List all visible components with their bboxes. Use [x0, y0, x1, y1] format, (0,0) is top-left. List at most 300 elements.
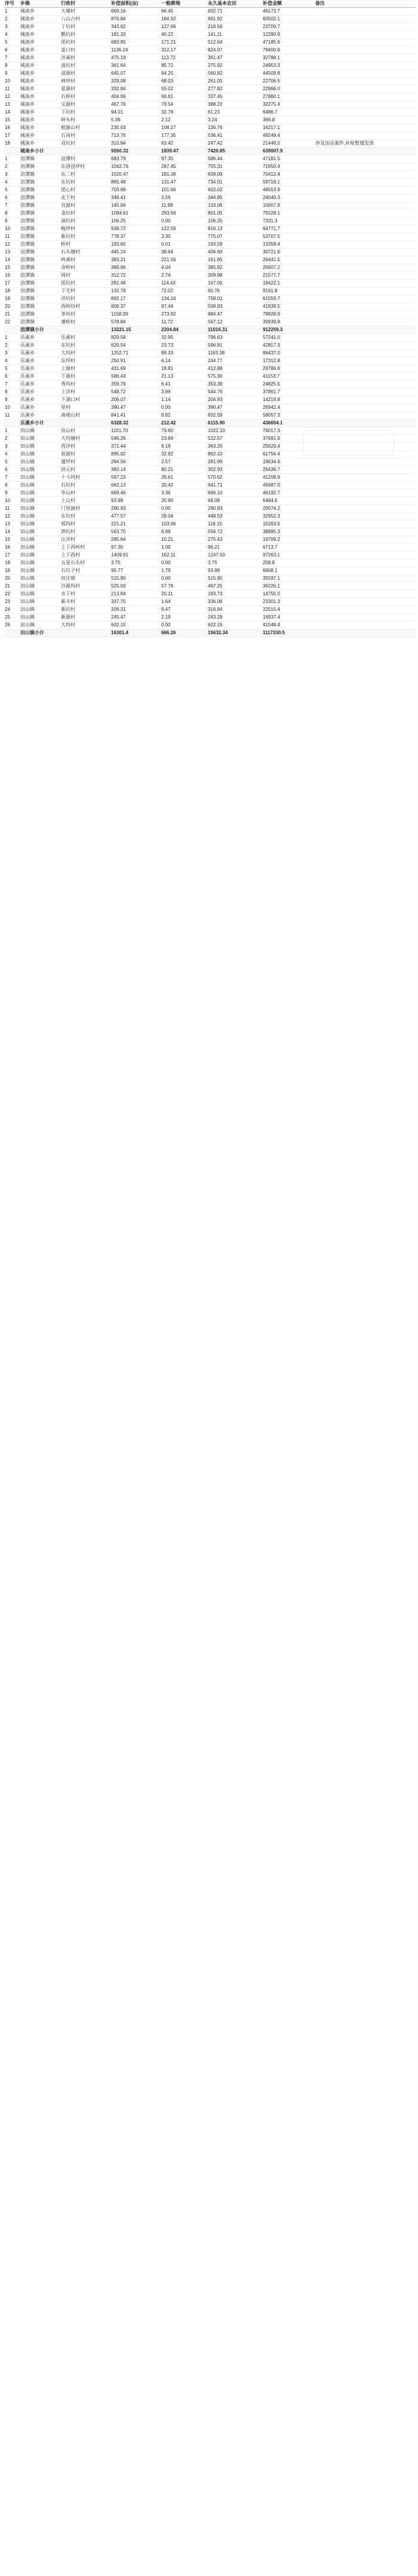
table-cell: 6.41 [160, 381, 207, 388]
table-cell: 9 [4, 70, 19, 78]
table-cell [314, 264, 416, 272]
table-row [4, 404, 416, 412]
table-cell: 渲潭镇 [19, 179, 60, 186]
table-cell: 21448.0 [262, 140, 314, 148]
table-cell: 20.11 [160, 591, 207, 598]
table-cell: 东坪村 [60, 357, 110, 365]
table-cell: 沙源坞村 [60, 583, 110, 591]
table-cell: 2 [4, 435, 19, 443]
table-cell: 3.75 [110, 559, 160, 567]
table-cell: 23 [4, 598, 19, 606]
table-cell: 田山镇 [19, 583, 60, 591]
table-cell: 16 [4, 544, 19, 552]
table-cell [314, 536, 416, 544]
table-cell: 1252.71 [110, 350, 160, 357]
table-cell [314, 249, 416, 256]
table-cell: 6 [4, 194, 19, 202]
table-cell: 332.84 [110, 85, 160, 93]
table-cell [314, 78, 416, 85]
table-cell [314, 39, 416, 47]
table-cell: 2.74 [160, 272, 207, 280]
table-cell [314, 16, 416, 23]
table-cell [314, 155, 416, 163]
table-cell: 85.72 [160, 62, 207, 70]
table-cell: 10 [4, 497, 19, 505]
table-cell: 371.44 [110, 443, 160, 451]
table-cell: 832.59 [207, 412, 262, 420]
table-cell: 23.69 [160, 435, 207, 443]
table-cell: 乐溪乡 [19, 342, 60, 350]
table-cell [314, 148, 416, 155]
table-cell: 2204.84 [160, 326, 207, 334]
table-cell: 8.18 [160, 443, 207, 451]
table-cell [314, 210, 416, 218]
column-header: 乡镇 [19, 0, 60, 8]
table-row [4, 109, 416, 117]
table-cell: 2 [4, 16, 19, 23]
table-cell: 862.10 [207, 451, 262, 458]
table-cell: 383.14 [110, 466, 160, 474]
table-cell: 东坑村 [60, 342, 110, 350]
table-cell: 渲潭镇 [19, 241, 60, 249]
table-cell: 田山镇 [19, 489, 60, 497]
table-row [4, 521, 416, 528]
table-row [4, 334, 416, 342]
table-cell: 467.76 [110, 101, 160, 109]
table-cell: 东坑村 [60, 513, 110, 521]
table-row [4, 264, 416, 272]
table-cell [314, 54, 416, 62]
table-cell: 4 [4, 31, 19, 39]
table-cell: 184.92 [160, 16, 207, 23]
table-cell: 17 [4, 552, 19, 559]
table-cell: 10007.8 [262, 202, 314, 210]
table-cell: 21577.7 [262, 272, 314, 280]
table-cell: 团坑村 [60, 280, 110, 287]
table-cell: 96.21 [207, 544, 262, 552]
table-cell [314, 373, 416, 381]
table-cell: 64771.7 [262, 225, 314, 233]
table-cell: 80.21 [160, 466, 207, 474]
table-cell: 876.84 [110, 16, 160, 23]
table-cell: 277.82 [207, 85, 262, 93]
table-cell: 40.22 [160, 31, 207, 39]
table-cell: 235.03 [110, 124, 160, 132]
table-row [4, 622, 416, 629]
table-cell: 清坑村 [60, 62, 110, 70]
table-cell: 9 [4, 218, 19, 225]
table-cell: 1 [4, 155, 19, 163]
table-cell: 茶坞村 [60, 311, 110, 319]
table-cell: 312.17 [160, 47, 207, 54]
table-cell: 田山镇 [19, 451, 60, 458]
table-header [4, 0, 416, 8]
table-cell: 45687.0 [262, 482, 314, 489]
table-cell: 11 [4, 412, 19, 420]
table-cell: 22966.0 [262, 85, 314, 93]
table-cell: 11.72 [160, 319, 207, 326]
table-cell: 22706.5 [262, 78, 314, 85]
table-cell: 467.25 [207, 583, 262, 591]
table-cell: 乐溪乡 [19, 365, 60, 373]
table-row [4, 295, 416, 303]
table-cell: 57241.0 [262, 334, 314, 342]
table-cell: 渲潭镇 [19, 225, 60, 233]
table-cell [314, 567, 416, 575]
table-cell: 548.72 [110, 388, 160, 396]
column-header: 备注 [314, 0, 416, 8]
table-cell: 13 [4, 101, 19, 109]
table-cell: 912259.3 [262, 326, 314, 334]
table-cell: 4 [4, 179, 19, 186]
table-cell: 6608.1 [262, 567, 314, 575]
table-cell: 渲潭镇 [19, 280, 60, 287]
table-cell: 17 [4, 280, 19, 287]
table-cell: 19 [4, 567, 19, 575]
table-cell: 361.47 [207, 54, 262, 62]
table-cell: 20.42 [160, 482, 207, 489]
table-cell: 508.93 [207, 303, 262, 311]
table-cell: 城南乡 [19, 140, 60, 148]
table-cell: 清源村 [60, 70, 110, 78]
table-cell [60, 148, 110, 155]
table-cell: 大坞村 [60, 350, 110, 357]
table-cell: 0.00 [160, 218, 207, 225]
table-cell: 林坪村 [60, 78, 110, 85]
table-cell: 2.19 [160, 614, 207, 622]
table-cell: 602.71 [207, 8, 262, 16]
table-cell: 895.02 [110, 451, 160, 458]
table-cell: 上山村 [60, 497, 110, 505]
table-cell: 42817.3 [262, 342, 314, 350]
table-cell: 221.21 [110, 521, 160, 528]
table-cell: 下坑村 [60, 109, 110, 117]
table-cell: 城南乡 [19, 70, 60, 78]
table-cell: 145.04 [110, 202, 160, 210]
table-cell: 884.47 [207, 311, 262, 319]
table-cell: 134.16 [160, 295, 207, 303]
table-cell: 669.46 [110, 489, 160, 497]
table-cell: 662.13 [110, 482, 160, 489]
table-cell [314, 598, 416, 606]
table-cell [60, 629, 110, 637]
column-header: 补偿金额 [262, 0, 314, 8]
column-header: 一般耕地 [160, 0, 207, 8]
table-cell: 11 [4, 85, 19, 93]
subtotal-row [4, 326, 416, 334]
table-cell: 18 [4, 140, 19, 148]
table-cell [314, 466, 416, 474]
table-cell: 田山镇 [19, 443, 60, 451]
table-cell: 丁坑村 [60, 23, 110, 31]
table-cell: 127.06 [160, 23, 207, 31]
table-cell [314, 233, 416, 241]
table-cell: 上下西岭村 [60, 544, 110, 552]
table-cell: 245.47 [110, 614, 160, 622]
column-header: 永久基本农田 [207, 0, 262, 8]
table-cell: 449.53 [207, 513, 262, 521]
table-cell: 田山镇 [19, 466, 60, 474]
table-cell: 126.76 [207, 124, 262, 132]
table-row [4, 202, 416, 210]
table-cell: 5 [4, 39, 19, 47]
table-body [4, 8, 416, 637]
table-cell: 27880.1 [262, 93, 314, 101]
table-cell: 8 [4, 388, 19, 396]
table-cell [314, 124, 416, 132]
table-cell: 16217.1 [262, 124, 314, 132]
table-cell: 68.03 [160, 78, 207, 85]
table-cell: 20074.2 [262, 505, 314, 513]
table-cell: 290.93 [110, 505, 160, 513]
table-cell: 133.06 [207, 202, 262, 210]
table-cell: 1 [4, 334, 19, 342]
table-cell: 9.47 [160, 606, 207, 614]
table-cell [314, 404, 416, 412]
table-cell [314, 629, 416, 637]
table-cell: 渲潭镇 [19, 163, 60, 171]
table-cell: 乐溪乡小计 [19, 420, 60, 427]
table-cell: 12290.9 [262, 31, 314, 39]
table-cell: 大堰村 [60, 8, 110, 16]
table-cell [314, 93, 416, 101]
table-cell: 田山镇 [19, 614, 60, 622]
table-cell: 131.47 [160, 179, 207, 186]
table-cell [314, 85, 416, 93]
table-cell: 8.82 [160, 412, 207, 420]
table-cell: 1 [4, 8, 19, 16]
table-cell [314, 544, 416, 552]
table-cell: 渲潭镇 [19, 272, 60, 280]
table-cell [314, 575, 416, 583]
table-row [4, 614, 416, 622]
table-cell: 348.41 [110, 194, 160, 202]
table-cell: 田山镇 [19, 575, 60, 583]
table-cell: 17312.8 [262, 357, 314, 365]
table-cell: 下源村 [60, 373, 110, 381]
table-cell: 412.88 [207, 365, 262, 373]
table-cell [314, 186, 416, 194]
table-cell: 24953.3 [262, 62, 314, 70]
table-cell: 66.61 [160, 93, 207, 101]
table-cell: 641.71 [207, 482, 262, 489]
table-cell [314, 326, 416, 334]
table-row [4, 186, 416, 194]
table-row [4, 54, 416, 62]
table-cell: 337.70 [110, 598, 160, 606]
table-cell [4, 326, 19, 334]
table-cell: 9260.32 [110, 148, 160, 155]
table-cell: 683.79 [110, 155, 160, 163]
table-cell: 97263.1 [262, 552, 314, 559]
table-cell [4, 420, 19, 427]
table-cell: 560.82 [207, 70, 262, 78]
table-cell: 洞坑村 [60, 218, 110, 225]
table-cell: 周村 [60, 272, 110, 280]
table-cell: 132.78 [110, 287, 160, 295]
table-cell: 大坞塘村 [60, 435, 110, 443]
table-cell: 1163.38 [207, 350, 262, 357]
table-row [4, 311, 416, 319]
table-cell [314, 614, 416, 622]
table-cell: 11 [4, 233, 19, 241]
table-cell: 24040.3 [262, 194, 314, 202]
table-cell: 1409.61 [110, 552, 160, 559]
table-cell: 田山镇 [19, 536, 60, 544]
table-cell: 城南乡 [19, 109, 60, 117]
table-cell: 3.56 [160, 194, 207, 202]
table-cell: 309.98 [207, 272, 262, 280]
table-cell: 田山镇 [19, 544, 60, 552]
table-cell: 824.07 [207, 47, 262, 54]
table-cell: 上下西村 [60, 552, 110, 559]
table-cell: 181.33 [110, 31, 160, 39]
table-cell [314, 622, 416, 629]
table-cell: 312.72 [110, 272, 160, 280]
table-cell: 舍岭村 [60, 264, 110, 272]
table-row [4, 350, 416, 357]
table-cell: 193.60 [110, 241, 160, 249]
table-cell: 361.64 [110, 62, 160, 70]
table-cell: 15632.34 [207, 629, 262, 637]
table-cell [314, 70, 416, 78]
table-cell: 6328.32 [110, 420, 160, 427]
table-row [4, 287, 416, 295]
table-cell: 五星石头村 [60, 559, 110, 567]
table-cell: 293.56 [160, 210, 207, 218]
table-cell: 32.78 [160, 109, 207, 117]
table-cell: 1.09 [160, 544, 207, 552]
table-cell: 35597.1 [262, 575, 314, 583]
table-cell: 683.85 [110, 39, 160, 47]
table-cell: 344.85 [207, 194, 262, 202]
table-cell: 778.37 [110, 233, 160, 241]
table-row [4, 249, 416, 256]
table-row [4, 117, 416, 124]
column-header: 序号 [4, 0, 19, 8]
table-cell: 1042.76 [110, 163, 160, 171]
table-cell: 14755.0 [262, 591, 314, 598]
table-cell [314, 342, 416, 350]
table-cell: 666.26 [160, 629, 207, 637]
table-row [4, 319, 416, 326]
table-cell: 渲潭镇 [19, 171, 60, 179]
table-row [4, 381, 416, 388]
table-cell [314, 62, 416, 70]
table-cell: 475.19 [110, 54, 160, 62]
table-cell: 666.10 [207, 489, 262, 497]
table-cell: 53707.5 [262, 233, 314, 241]
table-cell: 6713.7 [262, 544, 314, 552]
table-cell: 6484.6 [262, 497, 314, 505]
table-cell: 26436.7 [262, 466, 314, 474]
table-cell: 106.25 [110, 218, 160, 225]
table-cell: 19634.6 [262, 458, 314, 466]
table-cell: 3.36 [160, 489, 207, 497]
table-cell: 390.47 [110, 404, 160, 412]
table-cell: 41839.5 [262, 303, 314, 311]
table-cell: 46192.7 [262, 489, 314, 497]
table-cell: 田山镇 [19, 505, 60, 513]
table-cell: 3.96 [160, 388, 207, 396]
table-cell: 316.84 [207, 606, 262, 614]
table-cell: 79.54 [160, 101, 207, 109]
table-cell: 7 [4, 202, 19, 210]
table-cell: 639007.9 [262, 148, 314, 155]
table-cell: 336.06 [207, 598, 262, 606]
table-cell: 21.13 [160, 373, 207, 381]
table-cell: 城南乡 [19, 93, 60, 101]
table-cell: 18.81 [160, 365, 207, 373]
table-cell: 78400.6 [262, 47, 314, 54]
table-cell: 171.21 [160, 39, 207, 47]
table-cell: 522.57 [207, 435, 262, 443]
table-cell: 28.04 [160, 513, 207, 521]
table-cell: 6 [4, 47, 19, 54]
table-cell: 261.05 [207, 78, 262, 85]
table-cell [314, 194, 416, 202]
table-cell: 城南乡 [19, 85, 60, 93]
table-cell: 25 [4, 614, 19, 622]
table-cell: 281.48 [110, 280, 160, 287]
table-cell: 385.92 [207, 264, 262, 272]
table-row [4, 155, 416, 163]
table-cell: 285.64 [110, 536, 160, 544]
table-row [4, 466, 416, 474]
table-cell: 上源村 [60, 365, 110, 373]
table-cell: 89.33 [160, 350, 207, 357]
table-row [4, 396, 416, 404]
table-cell: 281.99 [207, 458, 262, 466]
table-cell: 39939.9 [262, 319, 314, 326]
table-cell: 0.00 [160, 575, 207, 583]
table-cell [314, 272, 416, 280]
table-cell [60, 326, 110, 334]
table-cell: 田山镇 [19, 521, 60, 528]
table-cell: 525.03 [110, 583, 160, 591]
table-cell [314, 528, 416, 536]
table-cell: 渲潭村 [60, 155, 110, 163]
table-cell: 石桥村 [60, 93, 110, 101]
table-cell: 西洋村 [60, 443, 110, 451]
table-cell: 801.05 [207, 210, 262, 218]
table-cell: 72.02 [160, 287, 207, 295]
table-cell: 双坑村 [60, 140, 110, 148]
table-cell: 渲潭镇 [19, 287, 60, 295]
table-cell: 66.45 [160, 8, 207, 16]
table-cell: 2.57 [160, 458, 207, 466]
table-cell: 6.14 [160, 357, 207, 365]
table-cell [314, 23, 416, 31]
table-cell: 城南乡 [19, 78, 60, 85]
table-cell: 204.93 [207, 396, 262, 404]
table-row [4, 62, 416, 70]
table-cell: 32952.3 [262, 513, 314, 521]
table-cell: 6 [4, 373, 19, 381]
table-cell: 578.84 [110, 319, 160, 326]
table-cell: 734.01 [207, 179, 262, 186]
table-cell [4, 148, 19, 155]
table-row [4, 365, 416, 373]
table-cell: 284.56 [110, 458, 160, 466]
table-cell: 243.28 [207, 614, 262, 622]
table-cell: 郭坞村 [60, 521, 110, 528]
table-row [4, 218, 416, 225]
table-cell [314, 606, 416, 614]
table-row [4, 552, 416, 559]
table-cell [314, 109, 416, 117]
table-cell: 12 [4, 241, 19, 249]
